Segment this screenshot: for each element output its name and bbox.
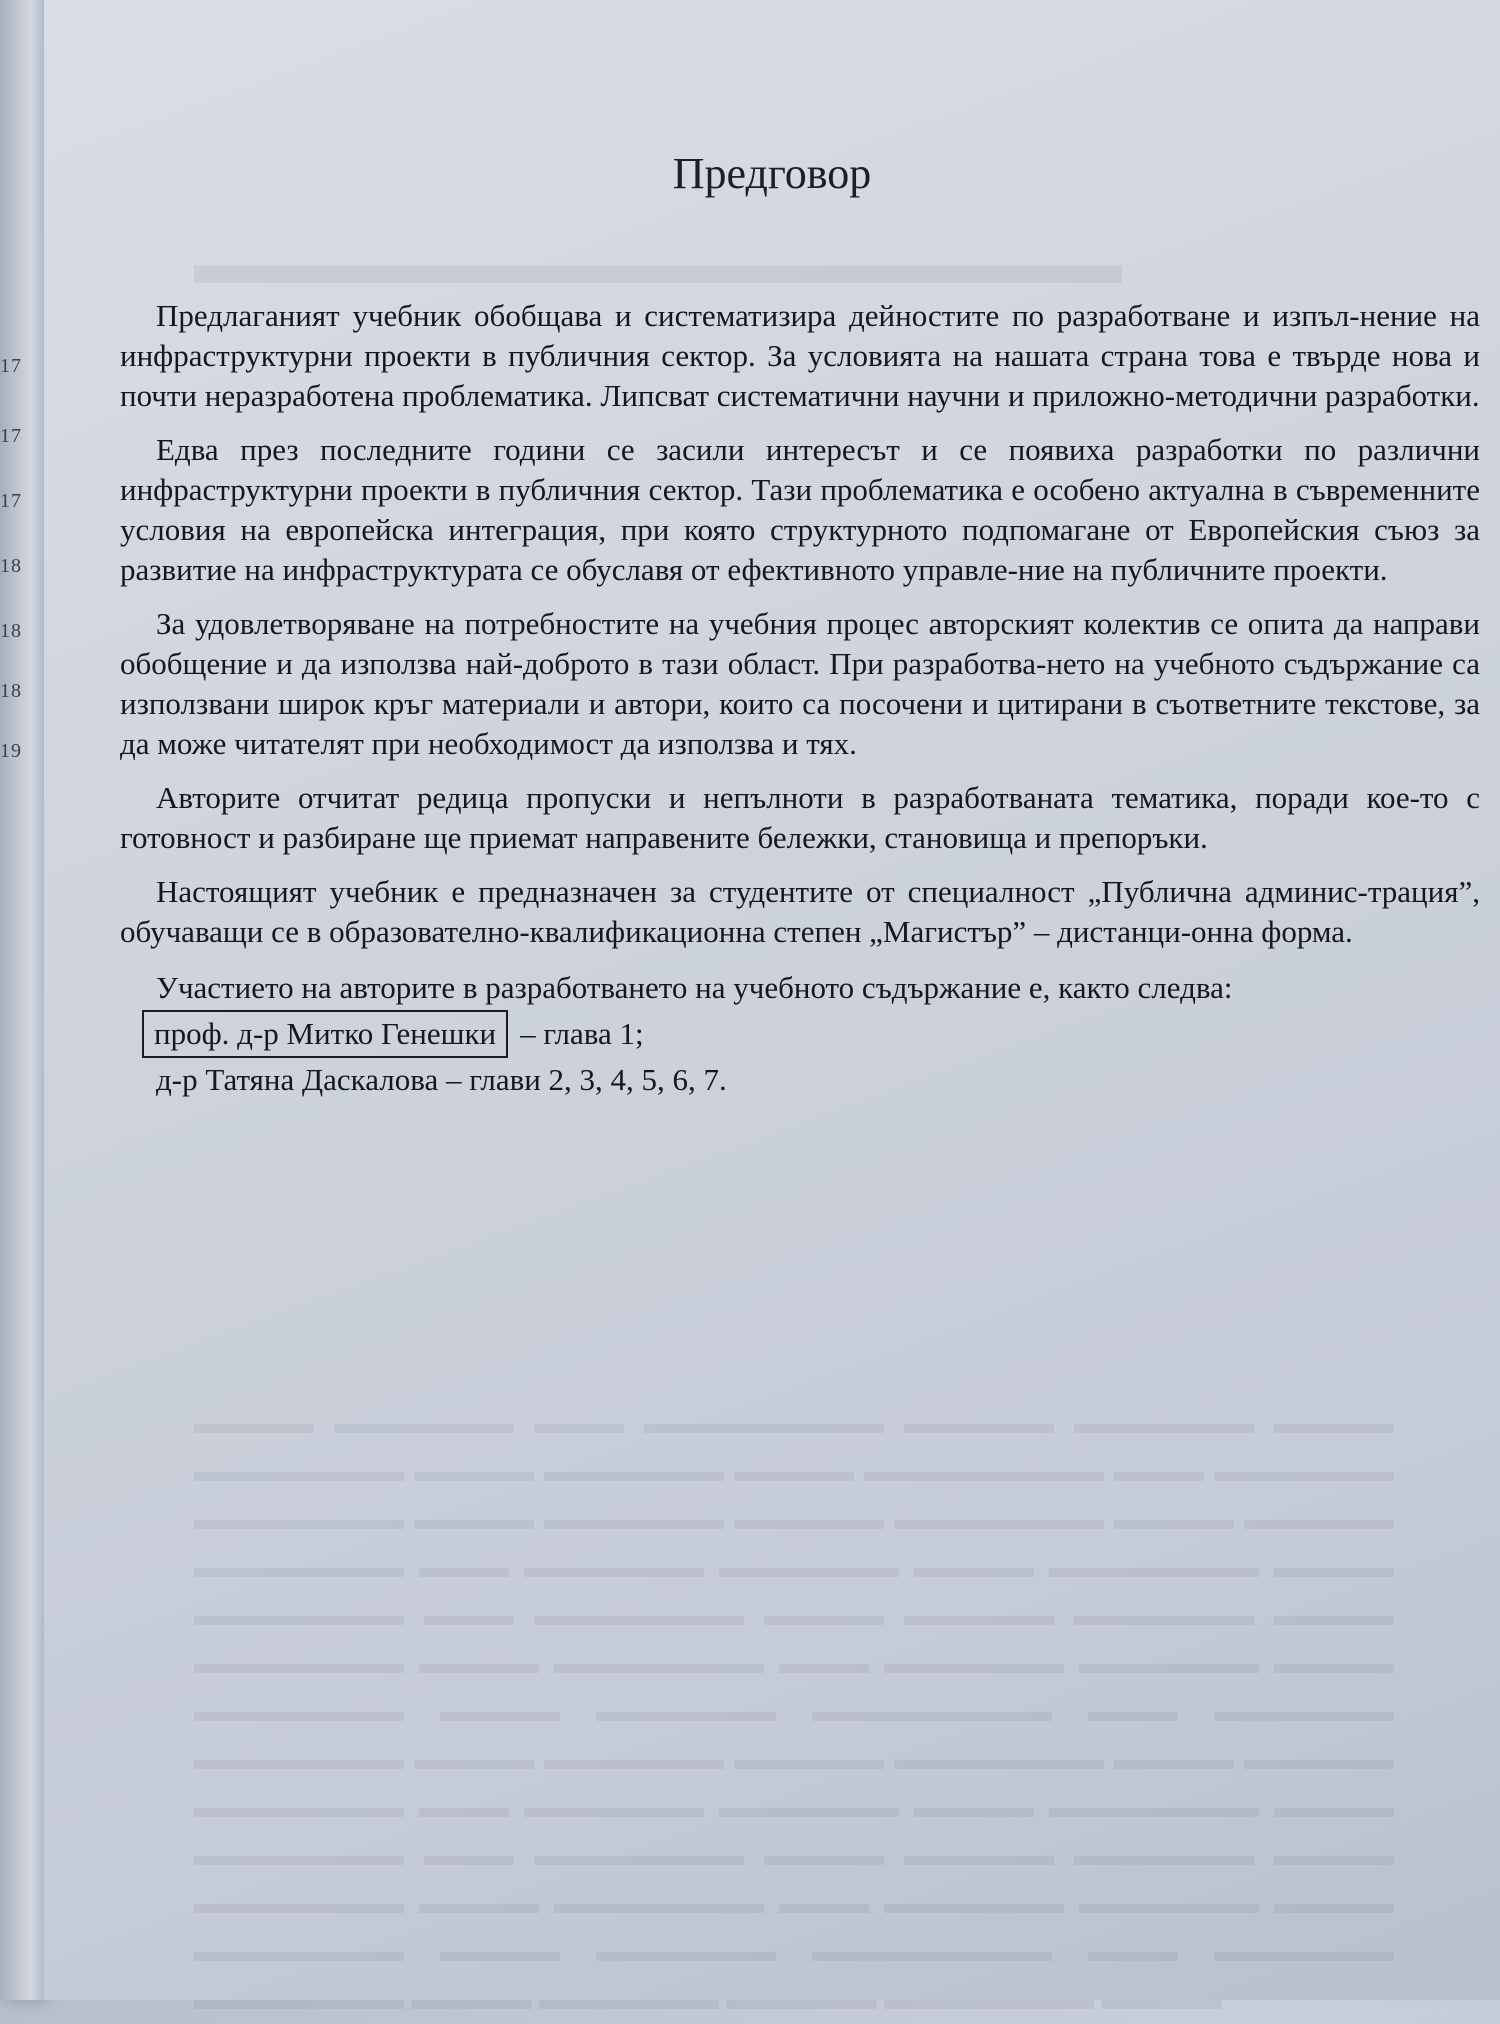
show-through-heading: ▬▬▬▬▬▬▬▬▬▬▬▬▬▬▬▬	[194, 231, 1122, 296]
page-number-mark: 19	[0, 740, 22, 762]
author-row-1	[120, 1010, 1480, 1058]
page-title: Предговор	[672, 149, 872, 198]
authors-block	[120, 966, 1480, 1102]
page-number-mark: 18	[0, 620, 22, 642]
book-page	[44, 0, 1500, 2016]
paragraph: Предлаганият учебник обобщава и систематизира дейностите по разработване и изпъл-нение на инфраструктурни проекти в публичния сектор. За условията на нашата страна това е твърде нова и почти неразработена проблематика. Липсват систематични научни и приложно-методични разработки.	[120, 298, 1480, 413]
author-name-highlight-box: проф. д-р Митко Генешки	[142, 1010, 508, 1058]
paragraph: За удовлетворяване на потребностите на учебния процес авторският колектив се опита да направи обобщение и да използва най-доброто в тази област. При разработва-нето на учебното съдържание са използвани широк кръг материали и автори, които са посочени и цитирани в съответните текстове, за да може читателят при необходимост да използва и тях.	[120, 606, 1480, 761]
left-page-edge	[0, 0, 44, 2000]
page-number-mark: 18	[0, 680, 22, 702]
page-number-mark: 17	[0, 355, 22, 377]
author-chapters: – глава 1;	[520, 1016, 644, 1051]
paragraph: Едва през последните години се засили интересът и се появиха разработки по различни инфраструктурни проекти в публичния сектор. Тази проблематика е особено актуална в съвременните условия на европейска интеграция, при която структурното подпомагане от Европейския съюз за развитие на инфраструктурата се обуславя от ефективното управле-ние на публичните проекти.	[120, 432, 1480, 587]
preface-body	[120, 296, 1480, 1102]
paragraph: Авторите отчитат редица пропуски и непълноти в разработваната тематика, поради кое-то с готовност и разбиране ще приемат направените бележки, становища и препоръки.	[120, 780, 1480, 855]
show-through-text: ▬▬▬▬ ▬▬▬▬▬▬ ▬▬▬ ▬▬▬▬▬▬▬▬ ▬▬▬▬▬ ▬▬▬▬▬▬ ▬▬▬▬ ▬▬▬▬▬▬▬ ▬▬▬▬ ▬▬▬▬▬▬ ▬▬▬▬ ▬▬▬▬▬▬▬▬ ▬▬▬ ▬▬▬▬▬▬ ▬▬▬▬▬▬▬ ▬▬▬▬ ▬▬▬▬▬▬ ▬▬▬▬▬ ▬▬▬▬▬▬▬ ▬▬▬▬ ▬▬▬▬▬ ▬▬▬▬▬▬▬ ▬▬▬ ▬▬▬▬▬▬ ▬▬▬▬▬▬ ▬▬▬▬ ▬▬▬▬▬▬▬ ▬▬▬▬ ▬▬▬▬▬▬▬ ▬▬▬ ▬▬▬▬▬▬▬ ▬▬▬▬ ▬▬▬▬▬ ▬▬▬▬▬▬ ▬▬▬▬ ▬▬▬▬▬▬▬ ▬▬▬▬ ▬▬▬▬▬▬▬ ▬▬▬ ▬▬▬▬▬▬ ▬▬▬▬▬▬ ▬▬▬▬ ▬▬▬▬▬▬▬ ▬▬▬▬ ▬▬▬▬▬▬ ▬▬▬▬▬▬▬▬ ▬▬▬ ▬▬▬▬▬▬ ▬▬▬▬▬▬▬ ▬▬▬▬ ▬▬▬▬▬▬ ▬▬▬▬▬ ▬▬▬▬▬▬▬ ▬▬▬▬ ▬▬▬▬▬ ▬▬▬▬▬▬▬ ▬▬▬ ▬▬▬▬▬▬ ▬▬▬▬▬▬ ▬▬▬▬ ▬▬▬▬▬▬▬ ▬▬▬▬ ▬▬▬▬▬▬▬ ▬▬▬ ▬▬▬▬▬▬▬ ▬▬▬▬ ▬▬▬▬▬ ▬▬▬▬▬▬ ▬▬▬▬ ▬▬▬▬▬▬▬ ▬▬▬▬ ▬▬▬▬▬▬▬ ▬▬▬ ▬▬▬▬▬▬ ▬▬▬▬▬▬ ▬▬▬▬ ▬▬▬▬▬▬▬ ▬▬▬▬ ▬▬▬▬▬▬ ▬▬▬▬▬▬▬▬ ▬▬▬ ▬▬▬▬▬▬ ▬▬▬▬▬▬▬ ▬▬▬▬ ▬▬▬▬▬▬ ▬▬▬▬▬ ▬▬▬▬▬▬▬ ▬▬▬▬	[194, 1407, 1394, 2016]
author-row-2	[120, 1058, 1480, 1102]
page-number-mark: 18	[0, 555, 22, 577]
page-number-mark: 17	[0, 490, 22, 512]
authors-intro: Участието на авторите в разработването на учебното съдържание е, както следва:	[156, 970, 1233, 1005]
page-number-mark: 17	[0, 425, 22, 447]
paragraph: Настоящият учебник е предназначен за студентите от специалност „Публична админис-трация”, обучаващи се в образователно-квалификационна степен „Магистър” – дистанци-онна форма.	[120, 874, 1480, 949]
author-line: д-р Татяна Даскалова – глави 2, 3, 4, 5, 6, 7.	[156, 1062, 727, 1097]
